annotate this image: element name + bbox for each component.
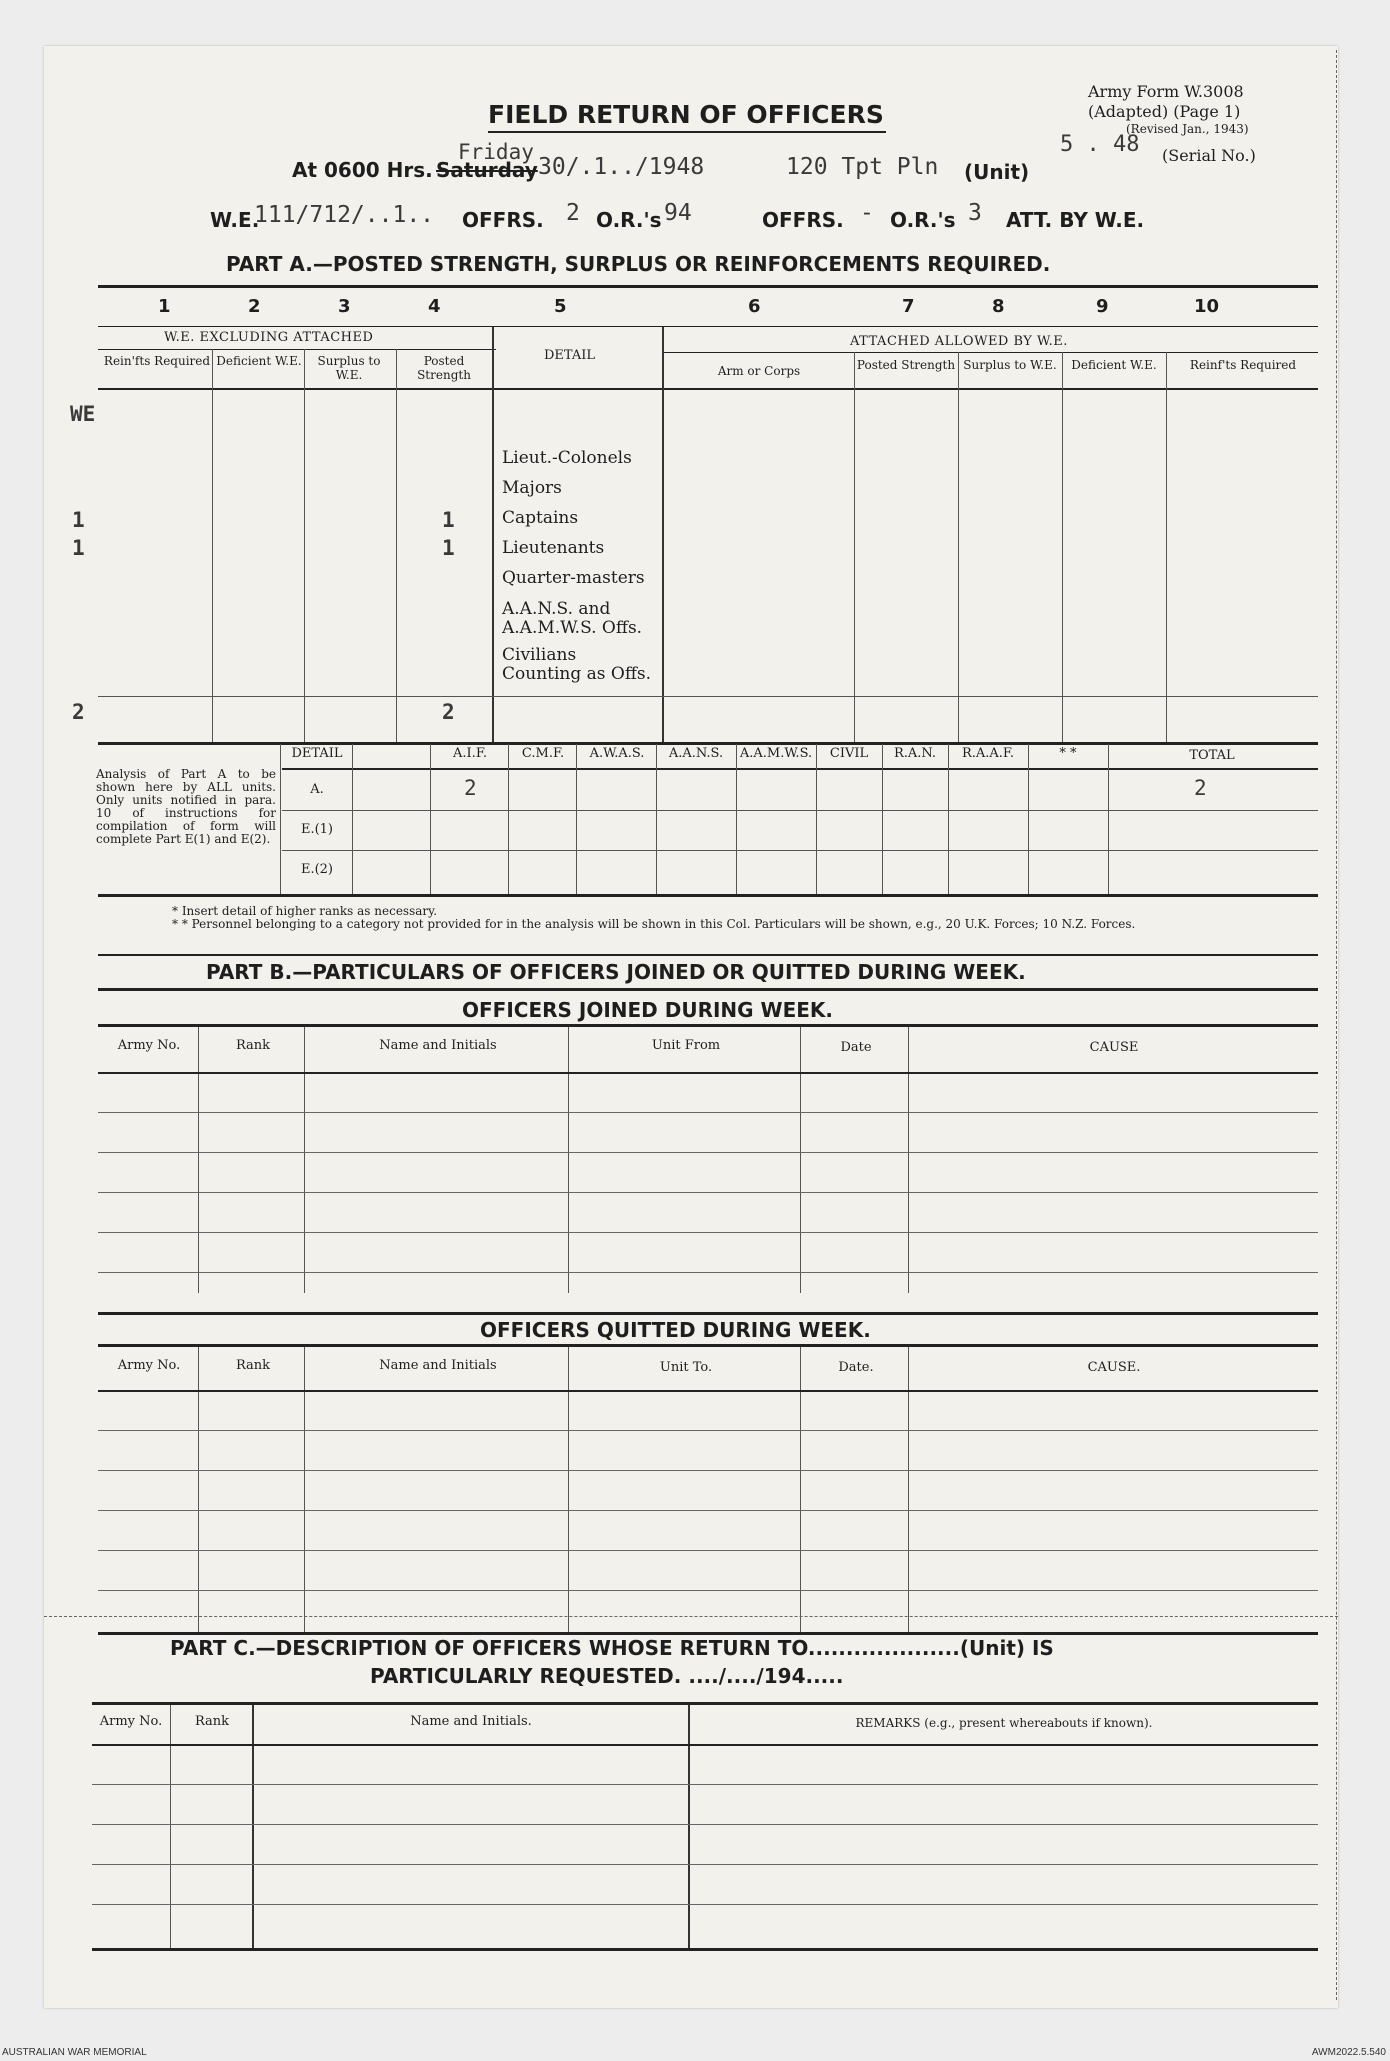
part-a-vline: [304, 349, 305, 742]
part-c-vline: [170, 1705, 171, 1950]
unit-label: (Unit): [964, 160, 1030, 184]
quitted-col-date: Date.: [838, 1360, 874, 1375]
we-margin-note: WE: [70, 402, 96, 426]
analysis-row-rule: [282, 810, 1318, 811]
sub-header-arm-corps: Arm or Corps: [717, 364, 801, 378]
part-a-heading: PART A.—POSTED STRENGTH, SURPLUS OR REINFORCEMENTS REQUIRED.: [226, 252, 1051, 276]
analysis-header-ran: R.A.N.: [893, 746, 937, 761]
group-right-rule: [664, 352, 1318, 353]
joined-vline: [568, 1027, 569, 1293]
edge-perforation: [1336, 50, 1337, 2000]
serial-label: (Serial No.): [1162, 146, 1256, 165]
col-number: 9: [1096, 296, 1109, 317]
footer-accession-number: AWM2022.5.540: [1311, 2047, 1386, 2058]
rank-majors: Majors: [502, 478, 562, 498]
analysis-header-cmf: C.M.F.: [521, 746, 565, 761]
part-a-vline: [662, 327, 664, 742]
offrs-value: 2: [566, 200, 580, 226]
col-number: 2: [248, 296, 261, 317]
part-c-row-rule: [92, 1904, 1318, 1905]
sub-header-deficient: Deficient W.E.: [216, 354, 302, 368]
group-right-header: ATTACHED ALLOWED BY W.E.: [850, 334, 1068, 349]
att-offrs-value: -: [860, 200, 874, 226]
sub-header-att-deficient: Deficient W.E.: [1071, 358, 1157, 372]
part-c-col-name: Name and Initials.: [410, 1714, 532, 1729]
part-c-heading-line1: PART C.—DESCRIPTION OF OFFICERS WHOSE RETURN TO....................(Unit) IS: [170, 1636, 1054, 1660]
at-hours-label: At 0600 Hrs.: [292, 158, 433, 182]
army-form-number: Army Form W.3008: [1088, 82, 1244, 101]
captains-posted-value: 1: [442, 508, 455, 532]
analysis-row-a: A.: [310, 782, 324, 797]
joined-heading: OFFICERS JOINED DURING WEEK.: [462, 998, 834, 1022]
sub-header-rule: [98, 388, 1318, 390]
analysis-header-other: * *: [1059, 746, 1077, 761]
sub-header-att-reinfts: Reinf'ts Required: [1189, 358, 1297, 372]
quitted-row-rule: [98, 1590, 1318, 1591]
part-c-vline: [688, 1705, 690, 1950]
sub-header-att-surplus: Surplus to W.E.: [963, 358, 1057, 372]
analysis-vline: [1108, 744, 1109, 894]
att-by-we-label: ATT. BY W.E.: [1006, 208, 1145, 232]
rank-captains: Captains: [502, 508, 579, 528]
col-number: 7: [902, 296, 915, 317]
part-a-vline: [854, 352, 855, 742]
joined-col-rank: Rank: [235, 1038, 271, 1053]
quitted-row-rule: [98, 1510, 1318, 1511]
quitted-bottom-rule: [98, 1632, 1318, 1635]
quitted-heading-rule: [98, 1344, 1318, 1347]
form-paper: [44, 46, 1338, 2008]
joined-row-rule: [98, 1272, 1318, 1273]
analysis-vline: [882, 744, 883, 894]
quitted-row-rule: [98, 1390, 1318, 1392]
analysis-aif-value: 2: [464, 776, 477, 800]
analysis-vline: [816, 744, 817, 894]
joined-vline: [800, 1027, 801, 1293]
we-label: W.E.: [210, 208, 260, 232]
col-number: 1: [158, 296, 171, 317]
sub-header-reinfts: Rein'fts Required: [103, 354, 211, 368]
joined-bottom-rule: [98, 1312, 1318, 1315]
captains-margin-value: 1: [72, 508, 85, 532]
total-posted-value: 2: [442, 700, 455, 724]
analysis-note: Analysis of Part A to be shown here by ALL units. Only units notified in para. 10 of instructions for compilation of form will complete Part E(1) and E(2).: [96, 767, 276, 846]
analysis-header-rule: [282, 768, 1318, 770]
quitted-row-rule: [98, 1430, 1318, 1431]
sub-header-att-posted: Posted Strength: [856, 358, 956, 372]
analysis-vline: [656, 744, 657, 894]
joined-vline: [304, 1027, 305, 1293]
sub-header-surplus: Surplus to W.E.: [317, 354, 381, 382]
col-number: 6: [748, 296, 761, 317]
analysis-header-aif: A.I.F.: [453, 746, 487, 761]
day-typed: Friday: [458, 140, 534, 164]
serial-value: 5 . 48: [1060, 132, 1140, 157]
analysis-row-e1: E.(1): [300, 822, 334, 837]
joined-col-name: Name and Initials: [379, 1038, 497, 1053]
col-number: 8: [992, 296, 1005, 317]
part-a-vline: [1166, 352, 1167, 742]
part-a-bottom-rule: [98, 742, 1318, 745]
part-c-row-rule: [92, 1824, 1318, 1825]
analysis-header-total: TOTAL: [1189, 748, 1235, 763]
analysis-vline: [736, 744, 737, 894]
quitted-row-rule: [98, 1550, 1318, 1551]
att-or-value: 3: [968, 200, 982, 226]
footnote-higher-ranks: * Insert detail of higher ranks as necessary.: [172, 904, 438, 918]
we-value: 111/712/..1..: [254, 202, 435, 228]
joined-heading-rule: [98, 1024, 1318, 1027]
part-a-vline: [1062, 352, 1063, 742]
part-b-top-rule: [98, 954, 1318, 956]
col-number-rule: [98, 326, 1318, 327]
part-c-col-rank: Rank: [194, 1714, 230, 1729]
analysis-header-raaf: R.A.A.F.: [961, 746, 1015, 761]
joined-col-unit-from: Unit From: [651, 1038, 721, 1053]
rank-lieutenants: Lieutenants: [502, 538, 605, 558]
col-number: 3: [338, 296, 351, 317]
joined-row-rule: [98, 1072, 1318, 1074]
att-or-label: O.R.'s: [890, 208, 956, 232]
rank-lieut-colonels: Lieut.-Colonels: [502, 448, 632, 468]
analysis-row-e2: E.(2): [300, 862, 334, 877]
joined-row-rule: [98, 1192, 1318, 1193]
analysis-total-value: 2: [1194, 776, 1207, 800]
joined-col-cause: CAUSE: [1089, 1040, 1139, 1055]
part-c-col-remarks: REMARKS (e.g., present whereabouts if known).: [855, 1716, 1153, 1730]
part-a-vline: [212, 349, 213, 742]
tear-line: [44, 1616, 1338, 1617]
title-underline: [488, 131, 886, 133]
or-value: 94: [664, 200, 692, 226]
analysis-vline: [576, 744, 577, 894]
unit-typed: 120 Tpt Pln: [786, 154, 939, 180]
joined-row-rule: [98, 1232, 1318, 1233]
analysis-header-aans: A.A.N.S.: [668, 746, 724, 761]
total-margin-value: 2: [72, 700, 85, 724]
col-number: 4: [428, 296, 441, 317]
lieutenants-margin-value: 1: [72, 536, 85, 560]
part-c-row-rule: [92, 1744, 1318, 1746]
part-a-vline: [396, 349, 397, 742]
part-c-row-rule: [92, 1784, 1318, 1785]
analysis-bottom-rule: [98, 894, 1318, 897]
part-c-bottom-rule: [92, 1948, 1318, 1951]
analysis-row-rule: [282, 850, 1318, 851]
col-number: 5: [554, 296, 567, 317]
rank-quartermasters: Quarter-masters: [502, 568, 645, 588]
offrs-label: OFFRS.: [462, 208, 544, 232]
date-typed: 30/.1../1948: [538, 154, 705, 180]
quitted-col-name: Name and Initials: [379, 1358, 497, 1373]
sub-header-posted: Posted Strength: [417, 354, 471, 382]
part-b-heading: PART B.—PARTICULARS OF OFFICERS JOINED OR QUITTED DURING WEEK.: [206, 960, 1026, 984]
part-c-top-rule: [92, 1702, 1318, 1705]
quitted-row-rule: [98, 1470, 1318, 1471]
part-c-col-army-no: Army No.: [99, 1714, 163, 1729]
rank-aans-aamws: A.A.N.S. and A.A.M.W.S. Offs.: [502, 599, 643, 638]
rank-civilians: Civilians Counting as Offs.: [502, 645, 652, 684]
col-number: 10: [1194, 296, 1220, 317]
group-left-header: W.E. EXCLUDING ATTACHED: [164, 330, 374, 345]
att-offrs-label: OFFRS.: [762, 208, 844, 232]
quitted-col-rank: Rank: [235, 1358, 271, 1373]
analysis-header-detail: DETAIL: [291, 746, 343, 761]
quitted-heading: OFFICERS QUITTED DURING WEEK.: [480, 1318, 871, 1342]
analysis-vline: [508, 744, 509, 894]
joined-vline: [908, 1027, 909, 1293]
lieutenants-posted-value: 1: [442, 536, 455, 560]
joined-vline: [198, 1027, 199, 1293]
total-row-rule: [98, 696, 1318, 697]
quitted-col-army-no: Army No.: [117, 1358, 181, 1373]
analysis-vline: [430, 744, 431, 894]
part-b-heading-rule: [98, 988, 1318, 991]
part-a-vline: [958, 352, 959, 742]
form-adapted: (Adapted) (Page 1): [1088, 102, 1241, 121]
joined-col-date: Date: [840, 1040, 872, 1055]
analysis-header-civil: CIVIL: [829, 746, 869, 761]
form-title: FIELD RETURN OF OFFICERS: [488, 100, 884, 129]
analysis-header-awas: A.W.A.S.: [589, 746, 645, 761]
quitted-col-cause: CAUSE.: [1087, 1360, 1141, 1375]
joined-row-rule: [98, 1152, 1318, 1153]
part-c-heading-line2: PARTICULARLY REQUESTED. ..../..../194.....: [370, 1664, 844, 1688]
part-a-vline: [492, 327, 494, 742]
joined-row-rule: [98, 1112, 1318, 1113]
joined-col-army-no: Army No.: [117, 1038, 181, 1053]
part-c-row-rule: [92, 1864, 1318, 1865]
part-c-vline: [252, 1705, 254, 1950]
footnote-other-category: * * Personnel belonging to a category not provided for in the analysis will be shown in this Col. Particulars will be shown, e.g., 20 U.K. Forces; 10 N.Z. Forces.: [172, 917, 1136, 931]
day-printed: Saturday: [436, 158, 538, 182]
footer-source: AUSTRALIAN WAR MEMORIAL: [2, 2047, 147, 2058]
or-label: O.R.'s: [596, 208, 662, 232]
analysis-vline: [948, 744, 949, 894]
analysis-vline: [352, 744, 353, 894]
quitted-col-unit-to: Unit To.: [659, 1360, 713, 1375]
analysis-vline: [280, 744, 281, 894]
part-a-top-rule: [98, 285, 1318, 288]
form-revised: (Revised Jan., 1943): [1126, 122, 1249, 136]
analysis-vline: [1028, 744, 1029, 894]
analysis-header-aamws: A.A.M.W.S.: [739, 746, 813, 761]
group-left-rule: [98, 349, 496, 350]
detail-header: DETAIL: [544, 348, 596, 363]
